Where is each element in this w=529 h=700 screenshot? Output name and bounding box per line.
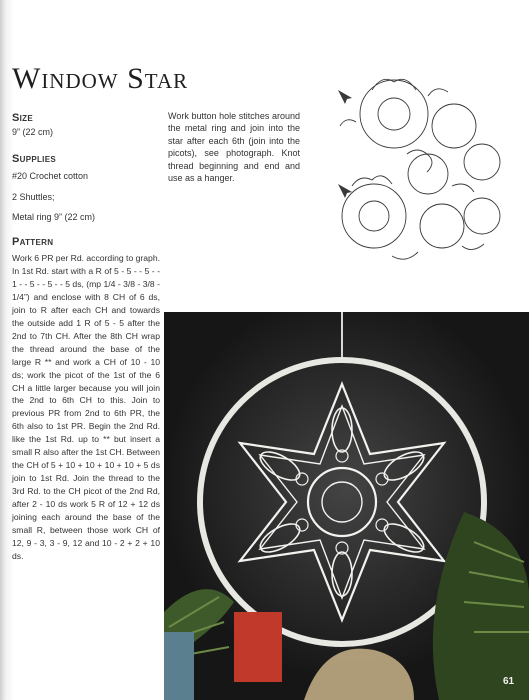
size-heading: Size <box>12 112 33 124</box>
page-number: 61 <box>503 676 515 687</box>
instructions-text: Work button hole stitches around the metal ring and join into the star after each 6th (join into the picots), see photograph. Knot thread beginning and end and use as a hanger. <box>168 111 300 184</box>
lace-star-illustration <box>164 312 529 700</box>
page-title: Window Star <box>12 62 189 95</box>
tatting-graph-diagram <box>332 66 516 266</box>
supplies-heading: Supplies <box>12 153 56 165</box>
pattern-text: Work 6 PR per Rd. according to graph. In 1st Rd. start with a R of 5 - 5 - - 5 - - 1 - - 5 - - 5 - - 5 ds, (mp 1/4 - 3/8 - 3/8 - 1/4”) and enclose with 8 CH of 6 ds, join to R after each CH and towards the outside add 1 R of 5 - 5 after the 2nd to 7th CH. After the 8th CH wrap the thread around the base of the large R ** and work a CH of 10 - 10 ds; work the picot of the 1st of the 6 CH a little larger because you will join the 2nd to 6th CH to this. Join to previous PR from 2nd to 6th PR, the 6th also to 1st PR. Begin the 2nd Rd. like the 1st Rd. up to ** but insert a small R also after the 1st CH. Between the CH of 5 + 10 + 10 + 10 + 10 + 5 ds join to 1st Rd. Join the thread to the 3rd Rd. to the CH picot of the 2nd Rd, after 2 - 10 ds work 5 R of 12 + 12 ds joining each around the base of the small R, between those work CH of 12, 9 - 3, 3 - 9, 12 and 10 - 2 + 2 + 10 ds. <box>12 253 160 561</box>
teal-object <box>164 632 194 700</box>
supplies-item: Metal ring 9” (22 cm) <box>12 212 96 222</box>
pattern-text-block <box>12 252 160 563</box>
size-value: 9” (22 cm) <box>12 127 54 137</box>
instructions-block <box>168 110 300 184</box>
red-gift-box <box>234 612 282 682</box>
lace-star-photo <box>164 312 529 700</box>
pattern-heading: Pattern <box>12 236 54 248</box>
supplies-item: 2 Shuttles; <box>12 192 55 202</box>
supplies-item: #20 Crochet cotton <box>12 171 89 181</box>
